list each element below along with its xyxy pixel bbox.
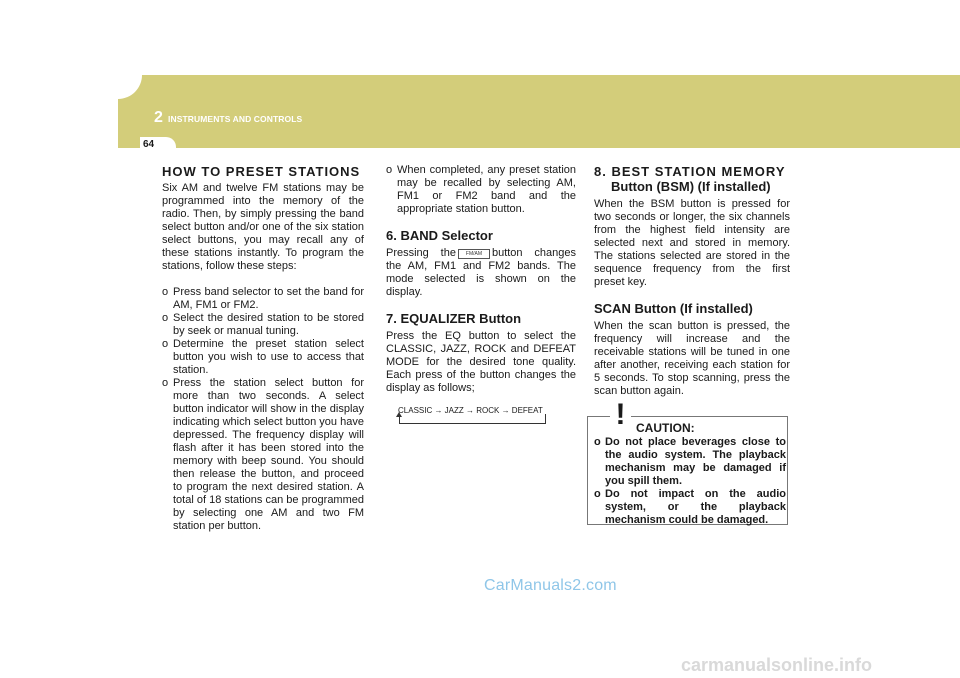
chapter-title: INSTRUMENTS AND CONTROLS bbox=[168, 114, 303, 124]
list-item: o Press band selector to set the band for AM, FM1 or FM2. bbox=[162, 286, 364, 311]
heading-bsm-line2: Button (BSM) (If installed) bbox=[611, 179, 771, 194]
warning-exclamation-icon: ! bbox=[610, 398, 631, 432]
caution-list bbox=[594, 436, 786, 527]
heading-band-selector: 6. BAND Selector bbox=[386, 228, 493, 243]
preset-steps-list bbox=[162, 286, 364, 533]
list-item: o When completed, any preset station may be recalled by selecting AM, FM1 or FM2 band and the appropriate station button. bbox=[386, 164, 576, 215]
bsm-text: When the BSM button is pressed for two seconds or longer, the six channels from the highest field intensity are selected next and stored in memory. The stations selected are stored in the sequence frequency from the first preset key. bbox=[594, 198, 790, 288]
page-number: 64 bbox=[143, 139, 155, 150]
list-item: o Do not place beverages close to the audio system. The playback mechanism may be damaged if you spill them. bbox=[594, 436, 786, 487]
equalizer-sequence bbox=[386, 404, 576, 426]
scan-text: When the scan button is pressed, the frequency will increase and the receivable stations will be tuned in one after another, receiving each station for 5 seconds. To stop scanning, press the scan button again. bbox=[594, 320, 790, 397]
caution-title: CAUTION: bbox=[636, 421, 695, 435]
header-band bbox=[118, 75, 960, 148]
watermark-carmanualsonline: carmanualsonline.info bbox=[681, 655, 873, 675]
arrowhead-up-icon bbox=[396, 412, 402, 417]
equalizer-text: Press the EQ button to select the CLASSIC, JAZZ, ROCK and DEFEAT MODE for the desired tone quality. Each press of the button changes the display as follows; bbox=[386, 330, 576, 394]
loop-arrow-icon bbox=[399, 414, 546, 424]
fm-am-key-icon: FM/AM bbox=[458, 249, 490, 259]
list-item: o Determine the preset station select button you wish to use to access that station. bbox=[162, 338, 364, 376]
equalizer-sequence-label: CLASSIC → JAZZ → ROCK → DEFEAT bbox=[398, 406, 543, 415]
band-selector-text: Pressing the FM/AM button changes the AM, FM1 and FM2 bands. The mode selected is shown on the display. bbox=[386, 247, 576, 298]
heading-preset-stations: HOW TO PRESET STATIONS bbox=[162, 164, 361, 179]
heading-scan: SCAN Button (If installed) bbox=[594, 301, 753, 316]
list-item: o Select the desired station to be stored by seek or manual tuning. bbox=[162, 312, 364, 337]
column-preset-stations bbox=[162, 164, 364, 533]
list-item: o Press the station select button for more than two seconds. A select button indicator will show in the display indicating which select button you have depressed. The frequency display will flash after it has been stored into the memory with beep sound. You should then release the button, and proceed to program the next desired station. A total of 18 stations can be programmed by selecting one AM and two FM station per button. bbox=[162, 377, 364, 532]
column-bsm-scan bbox=[594, 164, 790, 398]
watermark-carmanuals2: CarManuals2.com bbox=[484, 577, 617, 594]
heading-equalizer: 7. EQUALIZER Button bbox=[386, 311, 522, 326]
column-band-equalizer bbox=[386, 164, 576, 426]
heading-bsm-line1: 8. BEST STATION MEMORY bbox=[594, 164, 786, 179]
chapter-number: 2 bbox=[154, 109, 163, 126]
list-item: o Do not impact on the audio system, or the playback mechanism could be damaged. bbox=[594, 488, 786, 526]
recall-list bbox=[386, 164, 576, 216]
preset-intro: Six AM and twelve FM stations may be programmed into the memory of the radio. Then, by simply pressing the band select button and/or one of the six station select buttons, you may recall any of these stations instantly. To program the stations, follow these steps: bbox=[162, 182, 364, 272]
